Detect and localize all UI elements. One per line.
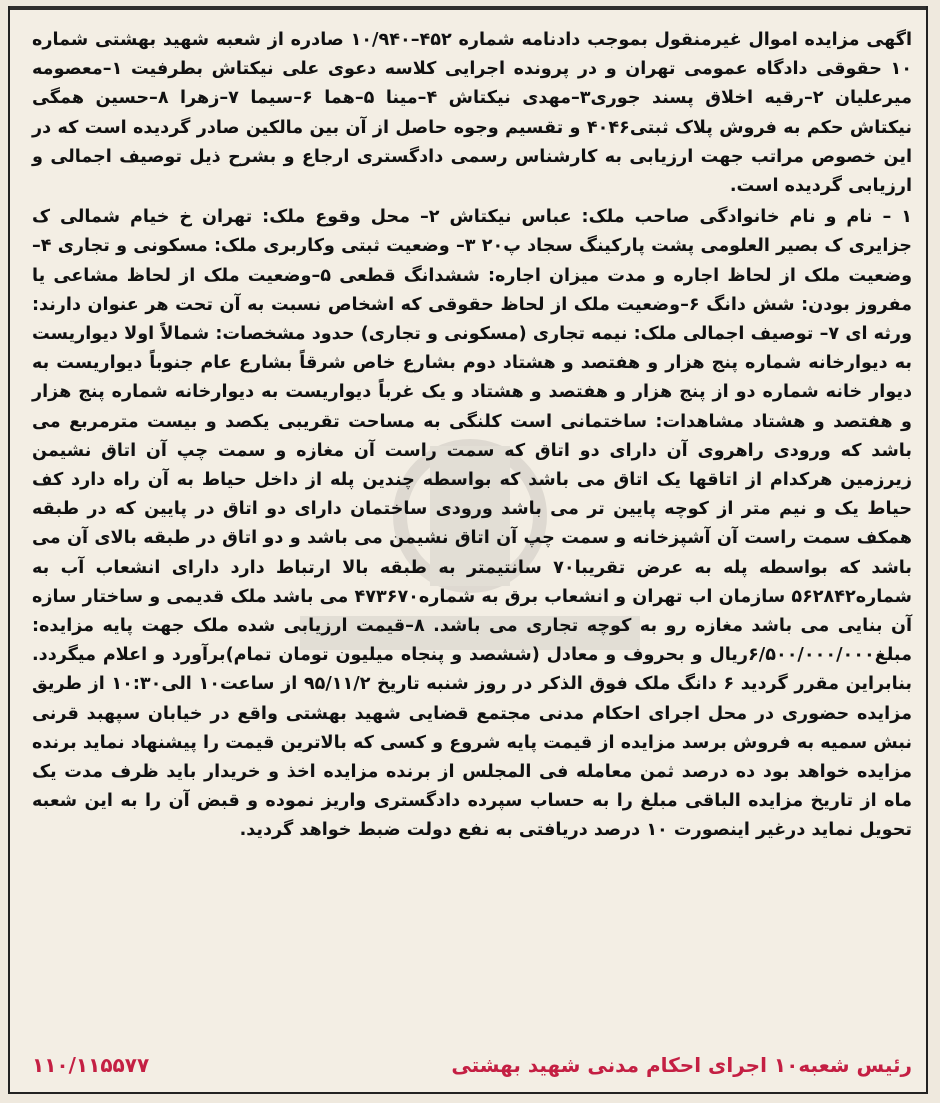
- reference-number: ۱۱۰/۱۱۵۵۷۷: [32, 1053, 150, 1077]
- notice-clipping: [8, 6, 928, 1094]
- signature-line: رئیس شعبه۱۰ اجرای احکام مدنی شهید بهشتی: [451, 1053, 912, 1077]
- notice-details-paragraph: ۱ – نام و نام خانوادگی صاحب ملک: عباس نیکتاش ۲– محل وقوع ملک: تهران خ خیام شمالی ک جزایری ک بصیر العلومی پشت پارکینگ سجاد پ۲۰ ۳– وضعیت ثبتی وکاربری ملک: مسکونی و تجاری ۴– وضعیت ملک از لحاظ اجاره و مدت میزان اجاره: ششدانگ قطعی ۵–وضعیت ملک از لحاظ مشاعی یا مفروز بودن: شش دانگ ۶–وضعیت ملک از لحاظ حقوقی که اشخاص نسبت به آن تحت هر عنوان دارند: ورثه ای ۷– توصیف اجمالی ملک: نیمه تجاری (مسکونی و تجاری) حدود مشخصات: شمالاً اولا دیواریست به دیوارخانه شماره پنج هزار و هفتصد و هشتاد دوم بشارع خاص شرقاً بشارع عام جنوباً دیواریست به دیوار خانه شماره دو از پنج هزار و هفتصد و هشتاد و یک غرباً دیواریست به دیوارخانه شماره پنج هزار و هفتصد و هشتاد مشاهدات: ساختمانی است کلنگی به مساحت تقریبی یکصد و بیست مترمربع می باشد که ورودی راهروی آن دارای دو اتاق که سمت راست آن مغازه و سمت چپ آن اتاق نشیمن زیرزمین هرکدام از اتاقها یک اتاق می باشد که بواسطه چندین پله از داخل حیاط به آن راه دارد کف حیاط یک و نیم متر از کوچه پایین تر می باشد ورودی ساختمان دارای دو اتاق در پایین که در طبقه همکف سمت راست آن آشپزخانه و سمت چپ آن اتاق نشیمن می باشد و دو اتاق در طبقه بالای آن می باشد که بواسطه پله به عرض تقریبا۷۰ سانتیمتر به طبقه بالا ارتباط دارد دارای انشعاب آب به شماره۵۶۲۸۴۲ سازمان اب تهران و انشعاب برق به شماره۴۷۳۶۷۰ می باشد ملک قدیمی و ساختار سازه آن بنایی می باشد مغازه رو به کوچه تجاری می باشد. ۸–قیمت ارزیابی شده ملک جهت پایه مزایده: مبلغ۶/۵۰۰/۰۰۰/۰۰۰ریال و بحروف و معادل (ششصد و پنجاه میلیون تومان تمام)برآورد و اعلام میگردد. بنابراین مقرر گردید ۶ دانگ ملک فوق الذکر در روز شنبه تاریخ ۹۵/۱۱/۲ از ساعت۱۰ الی۱۰:۳۰ از طریق مزایده حضوری در محل اجرای احکام مدنی مجتمع قضایی شهید بهشتی واقع در خیابان سپهبد قرنی نبش سمیه به فروش برسد مزایده از قیمت پایه شروع و کسی که بالاترین قیمت را پیشنهاد نماید برنده مزایده خواهد بود ده درصد ثمن معامله فی المجلس از برنده مزایده اخذ و خریدار باید ظرف مدت یک ماه از تاریخ مزایده الباقی مبلغ را به حساب سپرده دادگستری واریز نموده و قبض آن را به این شعبه تحویل نماید درغیر اینصورت ۱۰ درصد دریافتی به نفع دولت ضبط خواهد گردید.: [32, 207, 913, 841]
- notice-footer: [32, 1048, 912, 1082]
- notice-intro-paragraph: اگهی مزایده اموال غیرمنقول بموجب دادنامه شماره ۴۵۲–۱۰/۹۴۰ صادره از شعبه شهید بهشتی شماره ۱۰ حقوقی دادگاه عمومی تهران و در پرونده اجرایی کلاسه دعوی علی نیکتاش بطرفیت ۱–معصومه میرعلیان ۲–رقیه اخلاق پسند جوری۳–مهدی نیکتاش ۴–مینا ۵–هما ۶–سیما ۷–زهرا ۸–حسین همگی نیکتاش حکم به فروش پلاک ثبتی۴۰۴۶ و تقسیم وجوه حاصل از آن بین مالکین صادر گردیده است که در این خصوص مراتب جهت ارزیابی به کارشناس رسمی دادگستری ارجاع و بشرح ذیل توصیف اجمالی و ارزیابی گردیده است.: [32, 30, 913, 197]
- clipping-top-edge: [10, 6, 926, 20]
- notice-body: [32, 26, 912, 846]
